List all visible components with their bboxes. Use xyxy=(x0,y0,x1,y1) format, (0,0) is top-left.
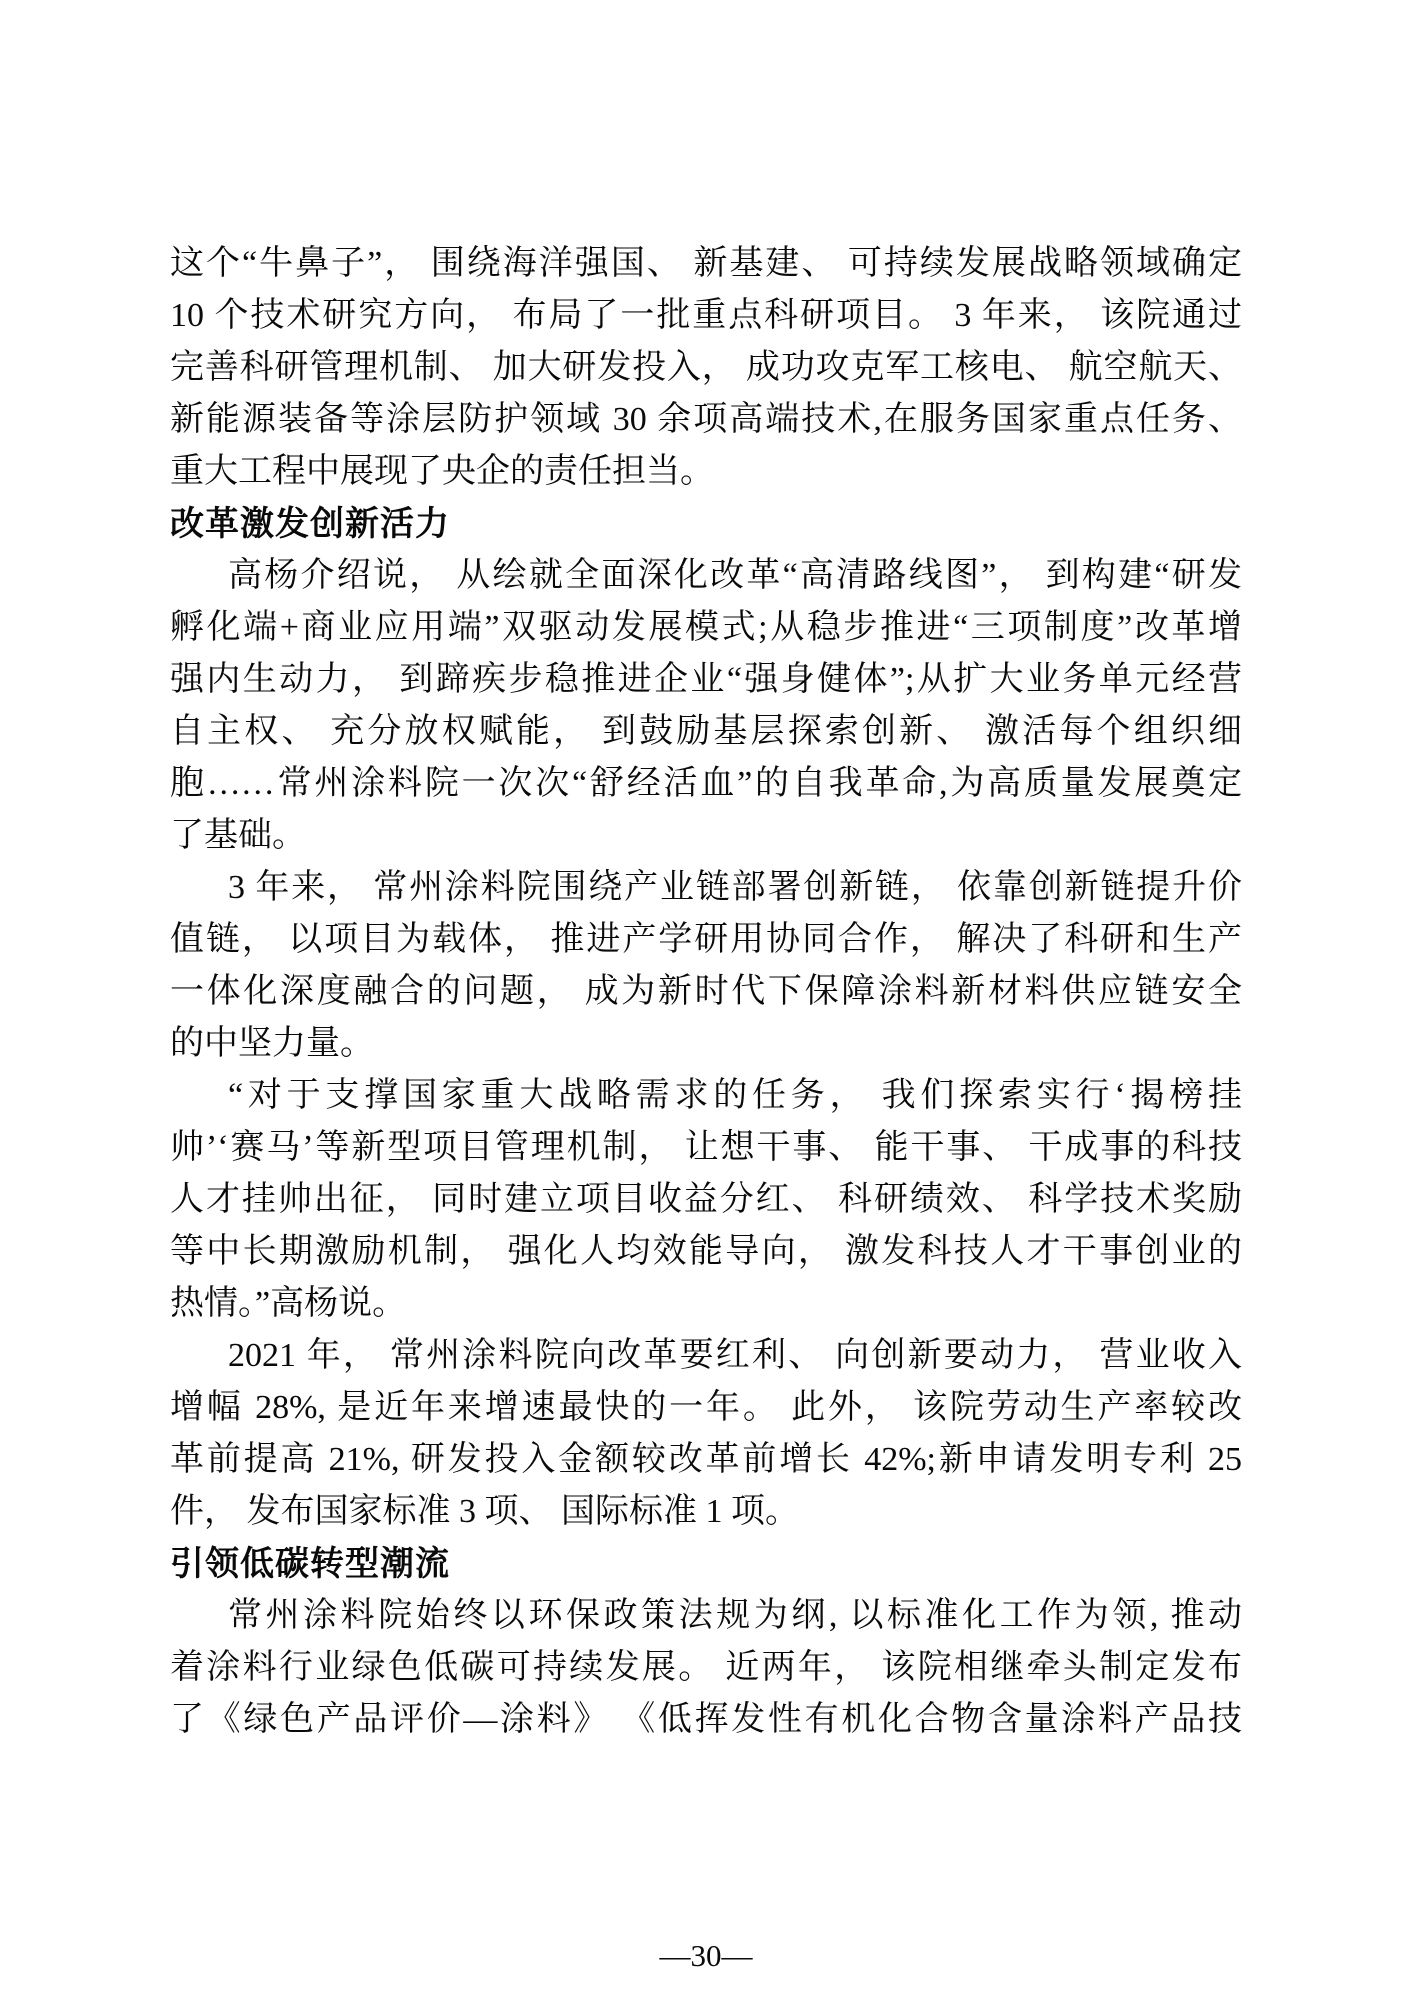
text-line: 高杨介绍说， 从绘就全面深化改革“高清路线图”， 到构建“研发 xyxy=(228,557,1242,594)
text-line: 帅’‘赛马’等新型项目管理机制， 让想干事、 能干事、 干成事的科技 xyxy=(170,1129,1242,1166)
text-line: “对于支撑国家重大战略需求的任务， 我们探索实行‘揭榜挂 xyxy=(228,1077,1242,1114)
text-line: 新能源装备等涂层防护领域 30 余项高端技术,在服务国家重点任务、 xyxy=(170,401,1242,438)
text-block xyxy=(170,238,1242,1746)
text-line: 10 个技术研究方向， 布局了一批重点科研项目。 3 年来， 该院通过 xyxy=(170,297,1242,334)
text-line: 完善科研管理机制、 加大研发投入， 成功攻克军工核电、 航空航天、 xyxy=(170,349,1242,386)
text-line: 革前提高 21%, 研发投入金额较改革前增长 42%;新申请发明专利 25 xyxy=(170,1441,1242,1478)
text-line: 自主权、 充分放权赋能， 到鼓励基层探索创新、 激活每个组织细 xyxy=(170,713,1242,750)
text-line: 胞……常州涂料院一次次“舒经活血”的自我革命,为高质量发展奠定 xyxy=(170,765,1242,802)
page-number: —30— xyxy=(659,1938,753,1973)
text-line: 件， 发布国家标准 3 项、 国际标准 1 项。 xyxy=(170,1493,799,1530)
text-line: 3 年来， 常州涂料院围绕产业链部署创新链， 依靠创新链提升价 xyxy=(228,869,1242,906)
section-heading: 改革激发创新活力 xyxy=(170,505,450,543)
text-line: 热情。”高杨说。 xyxy=(170,1285,407,1322)
text-line: 强内生动力， 到蹄疾步稳推进企业“强身健体”;从扩大业务单元经营 xyxy=(170,661,1242,698)
text-line: 增幅 28%, 是近年来增速最快的一年。 此外， 该院劳动生产率较改 xyxy=(170,1389,1242,1426)
text-line: 常州涂料院始终以环保政策法规为纲, 以标准化工作为领, 推动 xyxy=(228,1597,1242,1634)
text-line: 了基础。 xyxy=(170,817,306,854)
text-line: 着涂料行业绿色低碳可持续发展。 近两年， 该院相继牵头制定发布 xyxy=(170,1649,1242,1686)
text-line: 一体化深度融合的问题， 成为新时代下保障涂料新材料供应链安全 xyxy=(170,973,1242,1010)
section-heading: 引领低碳转型潮流 xyxy=(170,1545,450,1583)
text-line: 这个“牛鼻子”， 围绕海洋强国、 新基建、 可持续发展战略领域确定 xyxy=(170,245,1242,282)
text-line: 2021 年， 常州涂料院向改革要红利、 向创新要动力， 营业收入 xyxy=(228,1337,1242,1374)
text-line: 了《绿色产品评价—涂料》 《低挥发性有机化合物含量涂料产品技 xyxy=(170,1701,1242,1738)
text-line: 的中坚力量。 xyxy=(170,1025,374,1062)
text-line: 孵化端+商业应用端”双驱动发展模式;从稳步推进“三项制度”改革增 xyxy=(170,609,1242,646)
text-line: 人才挂帅出征， 同时建立项目收益分红、 科研绩效、 科学技术奖励 xyxy=(170,1181,1242,1218)
text-line: 值链， 以项目为载体， 推进产学研用协同合作， 解决了科研和生产 xyxy=(170,921,1242,958)
text-line: 等中长期激励机制， 强化人均效能导向， 激发科技人才干事创业的 xyxy=(170,1233,1242,1270)
text-line: 重大工程中展现了央企的责任担当。 xyxy=(170,453,714,490)
